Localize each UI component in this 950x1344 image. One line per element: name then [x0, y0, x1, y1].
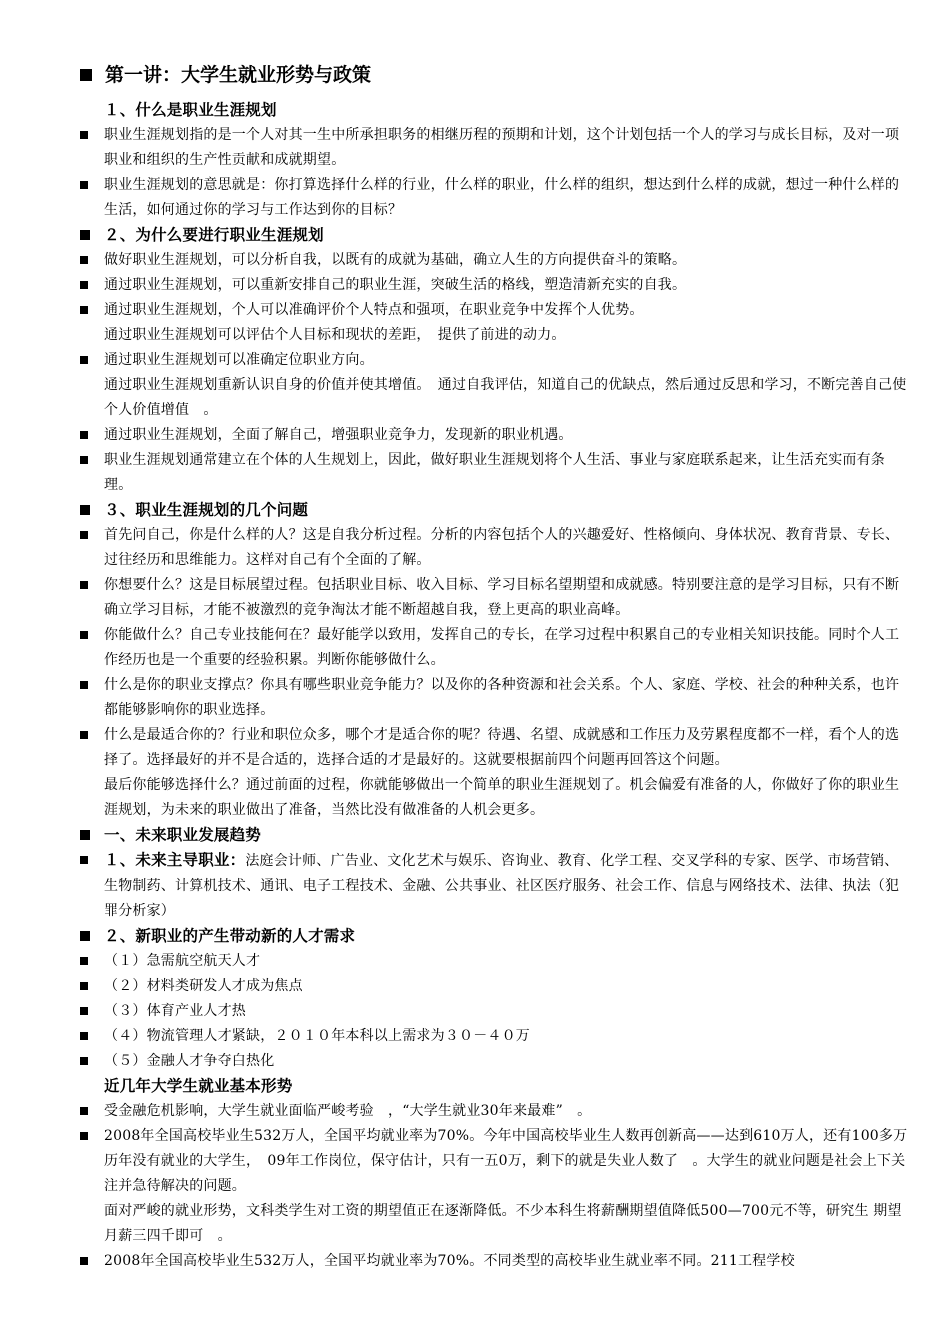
item-text: 受金融危机影响，大学生就业面临严峻考验 ，“大学生就业30年来最难” 。 — [104, 1103, 592, 1119]
bullet-item — [80, 623, 910, 673]
square-bullet-icon — [80, 581, 88, 589]
section-heading — [80, 223, 910, 248]
section-heading-text: 一、未来职业发展趋势 — [104, 826, 262, 844]
item-text: （５）金融人才争夺白热化 — [104, 1053, 275, 1069]
square-bullet-icon — [80, 505, 90, 515]
square-bullet-icon — [80, 1057, 88, 1065]
bullet-item — [80, 123, 910, 173]
bullet-item — [80, 1249, 910, 1274]
bullet-item — [80, 1024, 910, 1049]
item-text: 2008年全国高校毕业生532万人，全国平均就业率为70%。不同类型的高校毕业生就业率不同。211工程学校 — [104, 1253, 795, 1269]
section-heading-text: ３、职业生涯规划的几个问题 — [104, 501, 309, 519]
item-text: （３）体育产业人才热 — [104, 1003, 246, 1019]
item-text: 通过职业生涯规划可以评估个人目标和现状的差距， 提供了前进的动力。 — [104, 327, 566, 343]
square-bullet-icon — [80, 731, 88, 739]
item-text: （４）物流管理人才紧缺，２０１０年本科以上需求为３０－４０万 — [104, 1028, 530, 1044]
bullet-item — [80, 1049, 910, 1074]
square-bullet-icon — [80, 306, 88, 314]
bullet-item — [80, 248, 910, 273]
section-heading-text: ２、新职业的产生带动新的人才需求 — [104, 927, 356, 945]
section-heading — [80, 823, 910, 848]
item-text: 职业生涯规划指的是一个人对其一生中所承担职务的相继历程的预期和计划，这个计划包括一个人的学习与成长目标，及对一项职业和组织的生产性贡献和成就期望。 — [104, 127, 900, 168]
bullet-item — [80, 673, 910, 723]
item-text: 2008年全国高校毕业生532万人，全国平均就业率为70%。今年中国高校毕业生人数再创新高——达到610万人，还有100多万历年没有就业的大学生， 09年工作岗位，保守估计，只有一五0万，剩下的就是失业人数了 。大学生的就业问题是社会上下关注并急待解决的问题。 — [104, 1128, 908, 1194]
paragraph — [80, 773, 910, 823]
section-heading-text: 近几年大学生就业基本形势 — [104, 1077, 293, 1095]
section-heading — [80, 1074, 910, 1099]
document-body — [80, 62, 910, 1274]
item-text: 法庭会计师、广告业、文化艺术与娱乐、咨询业、教育、化学工程、交叉学科的专家、医学、市场营销、生物制药、计算机技术、通讯、电子工程技术、金融、公共事业、社区医疗服务、社会工作、信息与网络技术、法律、执法（犯罪分析家） — [104, 853, 900, 919]
page-title-text: 第一讲：大学生就业形势与政策 — [105, 64, 372, 86]
square-bullet-icon — [80, 1032, 88, 1040]
bullet-item — [80, 723, 910, 773]
square-bullet-icon — [80, 830, 90, 840]
item-lead: １、未来主导职业： — [104, 851, 246, 869]
item-text: （２）材料类研发人才成为焦点 — [104, 978, 303, 994]
paragraph — [80, 373, 910, 423]
item-text: 通过职业生涯规划可以准确定位职业方向。 — [104, 352, 374, 368]
square-bullet-icon — [80, 982, 88, 990]
section-heading — [80, 924, 910, 949]
item-text: 你想要什么？这是目标展望过程。包括职业目标、收入目标、学习目标名望期望和成就感。特别要注意的是学习目标，只有不断确立学习目标，才能不被激烈的竞争淘汰才能不断超越自我，登上更高的职业高峰。 — [104, 577, 900, 618]
square-bullet-icon — [80, 431, 88, 439]
item-text: 通过职业生涯规划，全面了解自己，增强职业竞争力，发现新的职业机遇。 — [104, 427, 573, 443]
square-bullet-icon — [80, 281, 88, 289]
bullet-item — [80, 999, 910, 1024]
square-bullet-icon — [80, 957, 88, 965]
square-bullet-icon — [80, 230, 90, 240]
bullet-item — [80, 298, 910, 323]
paragraph — [80, 323, 910, 348]
bullet-item — [80, 1124, 910, 1199]
bullet-item — [80, 848, 910, 924]
page-title — [80, 62, 910, 88]
item-text: 做好职业生涯规划，可以分析自我，以既有的成就为基础，确立人生的方向提供奋斗的策略。 — [104, 252, 687, 268]
square-bullet-icon — [80, 69, 92, 81]
document-blocks — [80, 98, 910, 1274]
square-bullet-icon — [80, 356, 88, 364]
item-text: 你能做什么？自己专业技能何在？最好能学以致用，发挥自己的专长，在学习过程中积累自己的专业相关知识技能。同时个人工作经历也是一个重要的经验积累。判断你能够做什么。 — [104, 627, 900, 668]
item-text: 面对严峻的就业形势，文科类学生对工资的期望值正在逐渐降低。不少本科生将薪酬期望值降低500—700元不等，研究生 期望月薪三四千即可 。 — [104, 1203, 902, 1244]
square-bullet-icon — [80, 1257, 88, 1265]
item-text: 职业生涯规划的意思就是：你打算选择什么样的行业，什么样的职业，什么样的组织，想达到什么样的成就，想过一种什么样的生活，如何通过你的学习与工作达到你的目标？ — [104, 177, 900, 218]
square-bullet-icon — [80, 631, 88, 639]
bullet-item — [80, 949, 910, 974]
paragraph — [80, 1199, 910, 1249]
section-heading — [80, 98, 910, 123]
item-text: 通过职业生涯规划，个人可以准确评价个人特点和强项，在职业竞争中发挥个人优势。 — [104, 302, 644, 318]
square-bullet-icon — [80, 856, 88, 864]
square-bullet-icon — [80, 681, 88, 689]
square-bullet-icon — [80, 531, 88, 539]
bullet-item — [80, 1099, 910, 1124]
bullet-item — [80, 348, 910, 373]
square-bullet-icon — [80, 181, 88, 189]
square-bullet-icon — [80, 1007, 88, 1015]
item-text: 什么是你的职业支撑点？你具有哪些职业竞争能力？以及你的各种资源和社会关系。个人、家庭、学校、社会的种种关系，也许都能够影响你的职业选择。 — [104, 677, 900, 718]
section-heading — [80, 498, 910, 523]
item-text: 通过职业生涯规划，可以重新安排自己的职业生涯，突破生活的格线，塑造清新充实的自我。 — [104, 277, 687, 293]
bullet-item — [80, 573, 910, 623]
item-text: （１）急需航空航天人才 — [104, 953, 261, 969]
section-heading-text: ２、为什么要进行职业生涯规划 — [104, 226, 324, 244]
bullet-item — [80, 974, 910, 999]
item-text: 最后你能够选择什么？通过前面的过程，你就能够做出一个简单的职业生涯规划了。机会偏爱有准备的人，你做好了你的职业生涯规划，为未来的职业做出了准备，当然比没有做准备的人机会更多。 — [104, 777, 900, 818]
square-bullet-icon — [80, 1132, 88, 1140]
square-bullet-icon — [80, 931, 90, 941]
item-text: 职业生涯规划通常建立在个体的人生规划上，因此，做好职业生涯规划将个人生活、事业与家庭联系起来，让生活充实而有条理。 — [104, 452, 885, 493]
bullet-item — [80, 423, 910, 448]
item-text: 通过职业生涯规划重新认识自身的价值并使其增值。 通过自我评估，知道自己的优缺点，然后通过反思和学习，不断完善自己使个人价值增值 。 — [104, 377, 907, 418]
square-bullet-icon — [80, 131, 88, 139]
section-heading-text: １、什么是职业生涯规划 — [104, 101, 277, 119]
square-bullet-icon — [80, 456, 88, 464]
square-bullet-icon — [80, 1107, 88, 1115]
bullet-item — [80, 448, 910, 498]
item-text: 首先问自己，你是什么样的人？这是自我分析过程。分析的内容包括个人的兴趣爱好、性格倾向、身体状况、教育背景、专长、过往经历和思维能力。这样对自己有个全面的了解。 — [104, 527, 900, 568]
item-text: 什么是最适合你的？行业和职位众多，哪个才是适合你的呢？待遇、名望、成就感和工作压力及劳累程度都不一样，看个人的选择了。选择最好的并不是合适的，选择合适的才是最好的。这就要根据前四个问题再回答这个问题。 — [104, 727, 900, 768]
bullet-item — [80, 523, 910, 573]
bullet-item — [80, 273, 910, 298]
bullet-item — [80, 173, 910, 223]
square-bullet-icon — [80, 256, 88, 264]
